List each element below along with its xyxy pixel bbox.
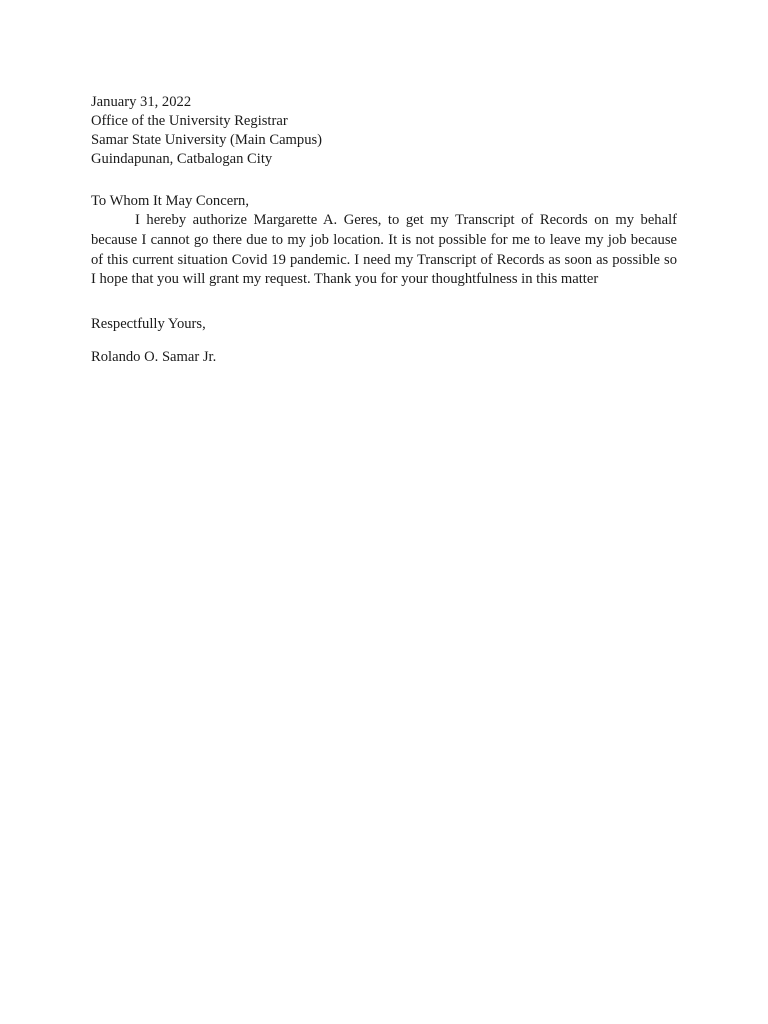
closing: Respectfully Yours, xyxy=(91,316,206,333)
recipient-office: Office of the University Registrar xyxy=(91,113,288,129)
letter xyxy=(91,93,677,367)
salutation: To Whom It May Concern, xyxy=(91,193,249,209)
letter-date: January 31, 2022 xyxy=(91,94,192,110)
letter-body: I hereby authorize Margarette A. Geres, to get my Transcript of Records on my behalf because I cannot go there due to my job location. It is not possible for me to leave my job because of this current situation Covid 19 pandemic. I need my Transcript of Records as soon as possible so I hope that you will grant my request. Thank you for your thoughtfulness in this matter xyxy=(91,212,677,288)
letter-header xyxy=(91,93,677,169)
signature-name: Rolando O. Samar Jr. xyxy=(91,349,217,366)
recipient-address: Guindapunan, Catbalogan City xyxy=(91,151,273,167)
recipient-institution: Samar State University (Main Campus) xyxy=(91,132,323,148)
